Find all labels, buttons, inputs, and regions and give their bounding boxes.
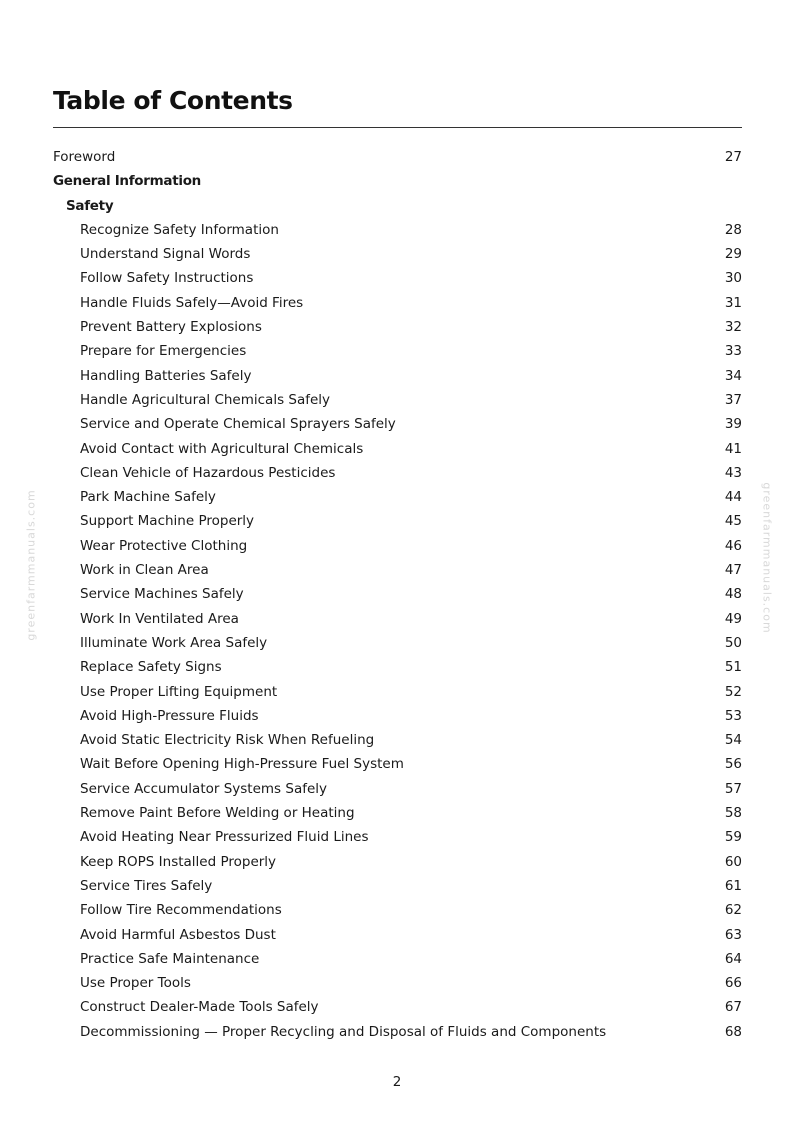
toc-entry[interactable] xyxy=(53,801,742,825)
toc-entry-label: Understand Signal Words xyxy=(80,246,251,263)
toc-entry-label: General Information xyxy=(53,173,201,190)
toc-section-heading[interactable] xyxy=(53,194,742,218)
toc-entry-label: Avoid High-Pressure Fluids xyxy=(80,707,259,724)
toc-entry[interactable] xyxy=(53,509,742,533)
toc-entry[interactable] xyxy=(53,388,742,412)
toc-entry-label: Practice Safe Maintenance xyxy=(80,950,260,967)
toc-entry-label: Foreword xyxy=(53,149,116,165)
toc-entry-page: 44 xyxy=(724,489,742,506)
toc-entry-page: 47 xyxy=(724,562,742,579)
toc-entry[interactable] xyxy=(53,995,742,1019)
watermark-left: greenfarmmanuals.com xyxy=(24,489,38,641)
toc-entry-label: Support Machine Properly xyxy=(80,513,255,530)
toc-entry-page: 64 xyxy=(724,950,742,967)
toc-entry[interactable] xyxy=(53,485,742,509)
toc-entry[interactable] xyxy=(53,655,742,679)
toc-entry-page: 27 xyxy=(724,149,742,165)
toc-entry-page: 68 xyxy=(724,1023,742,1040)
toc-entry-page: 50 xyxy=(724,634,742,651)
toc-entry[interactable] xyxy=(53,558,742,582)
toc-entry-label: Avoid Heating Near Pressurized Fluid Lines xyxy=(80,829,369,846)
toc-entry-page: 34 xyxy=(724,367,742,384)
toc-entry[interactable] xyxy=(53,339,742,363)
toc-entry-page: 32 xyxy=(724,319,742,336)
toc-entry[interactable] xyxy=(53,364,742,388)
watermark-right: greenfarmmanuals.com xyxy=(760,482,774,634)
toc-entry-label: Avoid Harmful Asbestos Dust xyxy=(80,926,276,943)
toc-entry-page: 53 xyxy=(724,707,742,724)
toc-entry-label: Avoid Static Electricity Risk When Refueling xyxy=(80,732,375,749)
toc-entry-page: 39 xyxy=(724,416,742,433)
toc-entry-page: 37 xyxy=(724,391,742,408)
title-divider xyxy=(53,127,742,128)
toc-entry-page: 52 xyxy=(724,683,742,700)
toc-entry-label: Wear Protective Clothing xyxy=(80,537,248,554)
toc-entry-label: Illuminate Work Area Safely xyxy=(80,634,268,651)
toc-entry-label: Follow Safety Instructions xyxy=(80,270,254,287)
toc-entry-page: 48 xyxy=(724,586,742,603)
toc-entry-page: 29 xyxy=(724,246,742,263)
toc-entry[interactable] xyxy=(53,315,742,339)
toc-entry-page: 45 xyxy=(724,513,742,530)
toc-entry-label: Remove Paint Before Welding or Heating xyxy=(80,805,355,822)
toc-entry[interactable] xyxy=(53,898,742,922)
toc-entry-label: Clean Vehicle of Hazardous Pesticides xyxy=(80,464,336,481)
toc-entry-label: Prepare for Emergencies xyxy=(80,343,247,360)
toc-entry[interactable] xyxy=(53,607,742,631)
toc-entry-label: Keep ROPS Installed Properly xyxy=(80,853,277,870)
toc-entry-label: Handling Batteries Safely xyxy=(80,367,252,384)
toc-entry-label: Use Proper Tools xyxy=(80,975,191,992)
toc-entry-page: 66 xyxy=(724,975,742,992)
toc-entry-label: Avoid Contact with Agricultural Chemicals xyxy=(80,440,364,457)
toc-entry-label: Recognize Safety Information xyxy=(80,221,279,238)
toc-entry[interactable] xyxy=(53,923,742,947)
toc-entry-label: Replace Safety Signs xyxy=(80,659,222,676)
toc-entry[interactable] xyxy=(53,145,742,169)
toc-entry-page: 63 xyxy=(724,926,742,943)
toc-entry[interactable] xyxy=(53,777,742,801)
toc-entry-label: Wait Before Opening High-Pressure Fuel System xyxy=(80,756,404,773)
toc-entry-page: 43 xyxy=(724,464,742,481)
toc-entry[interactable] xyxy=(53,850,742,874)
toc-entry-page: 31 xyxy=(724,294,742,311)
toc-entry-page: 41 xyxy=(724,440,742,457)
toc-entry[interactable] xyxy=(53,874,742,898)
toc-entry-label: Handle Agricultural Chemicals Safely xyxy=(80,391,331,408)
page-number: 2 xyxy=(392,1074,402,1090)
toc-entry-page: 62 xyxy=(724,902,742,919)
toc-entry[interactable] xyxy=(53,461,742,485)
toc-entry-label: Service and Operate Chemical Sprayers Safely xyxy=(80,416,396,433)
toc-entry-page: 49 xyxy=(724,610,742,627)
toc-list xyxy=(53,145,742,1044)
toc-entry[interactable] xyxy=(53,437,742,461)
toc-entry-page: 61 xyxy=(724,877,742,894)
toc-entry-page: 54 xyxy=(724,732,742,749)
toc-entry-label: Prevent Battery Explosions xyxy=(80,319,262,336)
toc-entry-page: 59 xyxy=(724,829,742,846)
toc-entry[interactable] xyxy=(53,412,742,436)
toc-entry[interactable] xyxy=(53,242,742,266)
toc-entry-label: Work In Ventilated Area xyxy=(80,610,239,627)
toc-entry[interactable] xyxy=(53,971,742,995)
toc-entry[interactable] xyxy=(53,704,742,728)
toc-entry-label: Handle Fluids Safely—Avoid Fires xyxy=(80,294,304,311)
toc-entry-page: 33 xyxy=(724,343,742,360)
toc-entry[interactable] xyxy=(53,1020,742,1044)
page-title: Table of Contents xyxy=(53,86,293,115)
toc-entry[interactable] xyxy=(53,631,742,655)
toc-entry-label: Follow Tire Recommendations xyxy=(80,902,282,919)
toc-entry-label: Construct Dealer-Made Tools Safely xyxy=(80,999,319,1016)
toc-section-heading[interactable] xyxy=(53,169,742,193)
toc-entry-page: 67 xyxy=(724,999,742,1016)
toc-entry-label: Service Accumulator Systems Safely xyxy=(80,780,328,797)
toc-entry-page: 51 xyxy=(724,659,742,676)
toc-entry-page: 57 xyxy=(724,780,742,797)
toc-entry-label: Service Tires Safely xyxy=(80,877,213,894)
toc-entry-page: 60 xyxy=(724,853,742,870)
toc-entry[interactable] xyxy=(53,218,742,242)
toc-entry-label: Park Machine Safely xyxy=(80,489,216,506)
toc-entry-label: Safety xyxy=(66,197,114,214)
toc-entry[interactable] xyxy=(53,291,742,315)
toc-entry[interactable] xyxy=(53,728,742,752)
toc-entry-label: Work in Clean Area xyxy=(80,562,209,579)
toc-entry[interactable] xyxy=(53,534,742,558)
toc-entry-label: Decommissioning — Proper Recycling and Disposal of Fluids and Components xyxy=(80,1023,607,1040)
toc-entry-page: 58 xyxy=(724,805,742,822)
toc-entry[interactable] xyxy=(53,680,742,704)
toc-entry[interactable] xyxy=(53,947,742,971)
toc-entry-label: Use Proper Lifting Equipment xyxy=(80,683,278,700)
toc-entry-page: 46 xyxy=(724,537,742,554)
toc-entry-page: 56 xyxy=(724,756,742,773)
toc-entry[interactable] xyxy=(53,752,742,776)
toc-entry[interactable] xyxy=(53,266,742,290)
toc-entry-label: Service Machines Safely xyxy=(80,586,244,603)
toc-entry[interactable] xyxy=(53,582,742,606)
toc-entry-page: 28 xyxy=(724,221,742,238)
toc-entry-page: 30 xyxy=(724,270,742,287)
toc-entry[interactable] xyxy=(53,825,742,849)
